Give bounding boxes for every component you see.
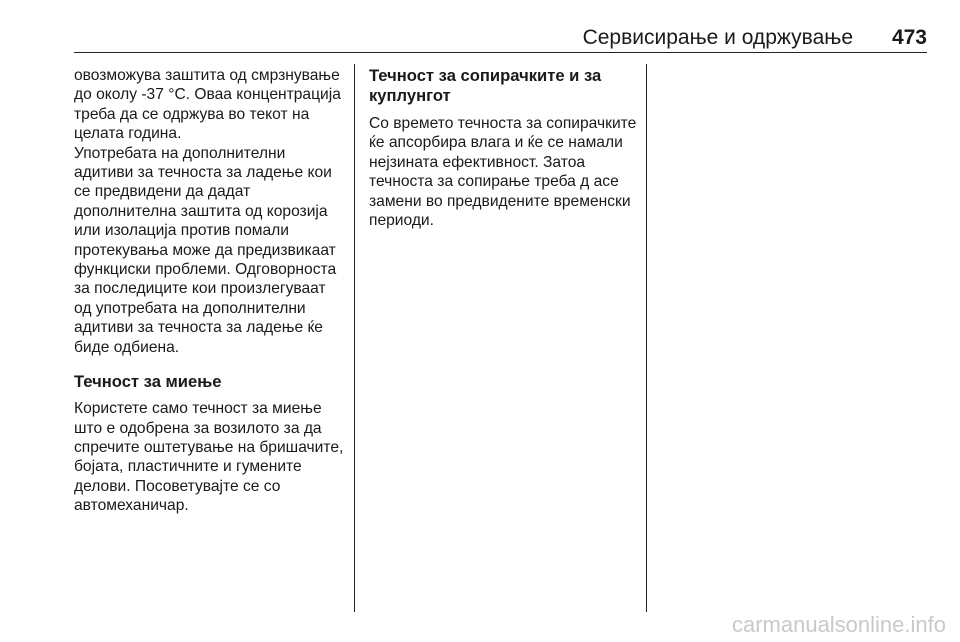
washer-fluid-heading: Течност за миење xyxy=(74,372,222,392)
coolant-additives-text: Употребата на дополнителни адитиви за течноста за ладење кои се предвидени да дадат дополнителна заштита од корозија или изолација против помали протекувања може да предизвикаат функциски проблеми. Одговорноста за последиците кои произлегуваат од употребата на дополнителни адитиви за течноста за ладење ќе биде одбиена. xyxy=(74,144,337,356)
chapter-title: Сервисирање и одржување xyxy=(582,26,853,49)
middle-column xyxy=(369,66,637,230)
brake-fluid-text: Со времето течноста за сопирачките ќе апсорбира влага и ќе се намали нејзината ефективност. Затоа течноста за сопирање треба д асе замени во предвидените временски периоди. xyxy=(369,115,637,230)
page-number: 473 xyxy=(891,26,927,49)
coolant-protection-text: овозможува заштита од смрзнување до околу -37 °C. Оваа концентрација треба да се одржува во текот на целата година. xyxy=(74,67,341,143)
washer-fluid-text: Користете само течност за миење што е одобрена за возилото за да спречите оштетување на бришачите, бојата, пластичните и гумените делови. Посоветувајте се со автомеханичар. xyxy=(74,400,344,515)
column-divider-right xyxy=(646,64,647,612)
brake-fluid-heading: Течност за сопирачките и за куплунгот xyxy=(369,66,602,105)
header-rule xyxy=(74,52,927,53)
page-header xyxy=(74,24,927,52)
left-column xyxy=(74,66,346,516)
watermark-brand: carmanualsonline.info xyxy=(731,612,946,637)
column-divider-left xyxy=(354,64,355,612)
